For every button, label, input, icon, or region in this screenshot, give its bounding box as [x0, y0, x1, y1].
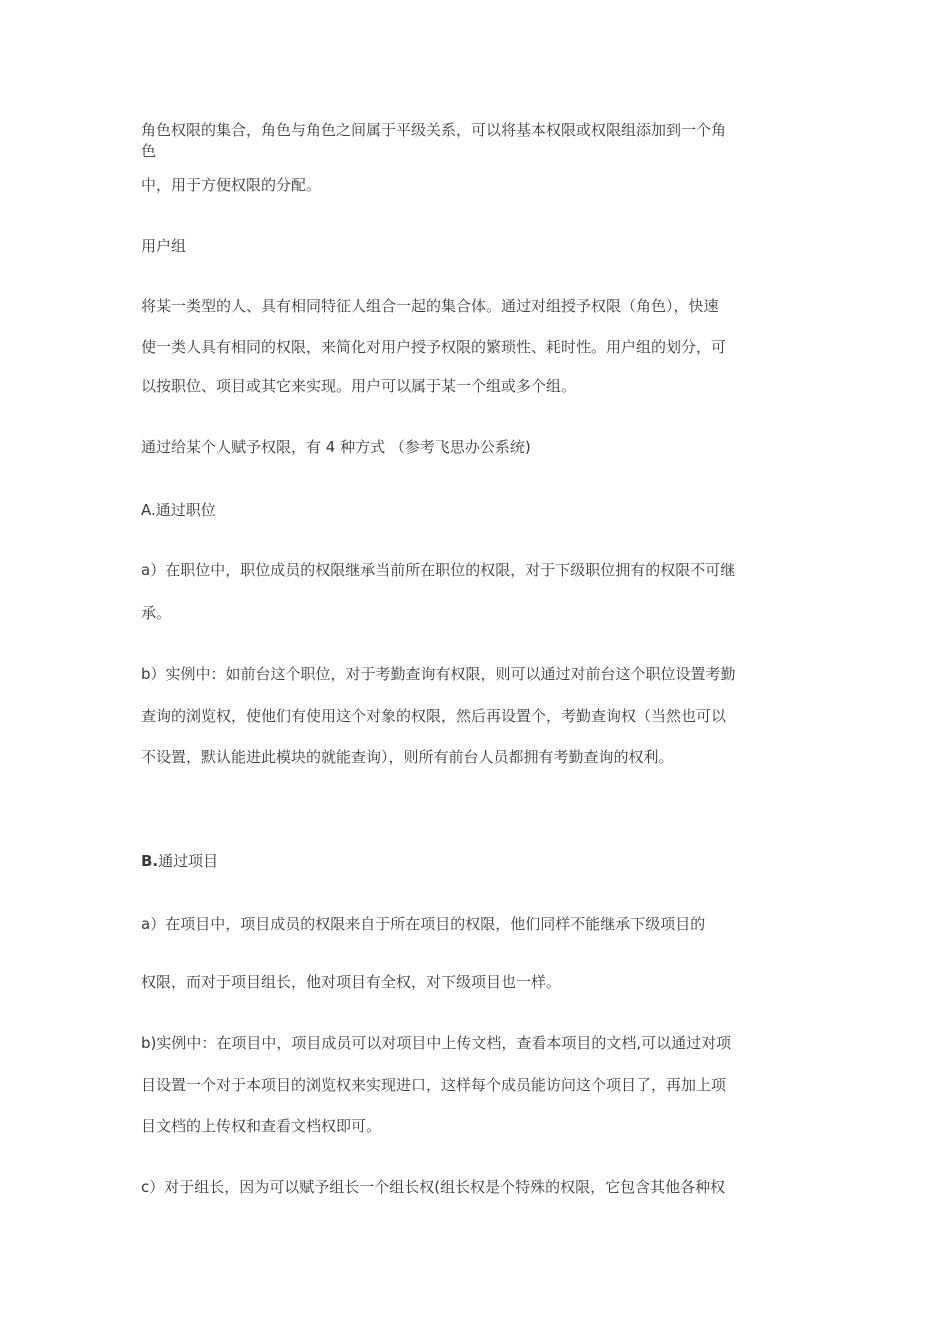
- section-b-prefix: B.: [141, 852, 159, 870]
- section-a-heading: A.通过职位: [141, 501, 216, 519]
- section-b-b-line-2: 目设置一个对于本项目的浏览权来实现进口，这样每个成员能访问这个项目了，再加上项: [141, 1076, 727, 1094]
- section-b-b-line-1: b)实例中：在项目中，项目成员可以对项目中上传文档，查看本项目的文档,可以通过对项: [141, 1034, 732, 1052]
- intro-line-1: 角色权限的集合，角色与角色之间属于平级关系，可以将基本权限或权限组添加到一个角: [141, 121, 727, 139]
- user-group-line-3: 以按职位、项目或其它来实现。用户可以属于某一个组或多个组。: [141, 377, 577, 395]
- user-group-line-1: 将某一类型的人、具有相同特征人组合一起的集合体。通过对组授予权限（角色），快速: [141, 297, 719, 315]
- section-a-a-line-1: a）在职位中，职位成员的权限继承当前所在职位的权限，对于下级职位拥有的权限不可继: [141, 561, 736, 579]
- section-b-heading: 通过项目: [158, 852, 219, 870]
- section-b-a-line-1: a）在项目中，项目成员的权限来自于所在项目的权限，他们同样不能继承下级项目的: [141, 915, 706, 933]
- section-b-heading-line: [141, 851, 218, 871]
- intro-line-3: 中，用于方便权限的分配。: [141, 176, 322, 194]
- user-group-line-2: 使一类人具有相同的权限，来简化对用户授予权限的繁琐性、耗时性。用户组的划分，可: [141, 338, 727, 356]
- user-group-heading: 用户组: [141, 237, 187, 255]
- section-b-c-line-1: c）对于组长，因为可以赋予组长一个组长权(组长权是个特殊的权限，它包含其他各种权: [141, 1178, 726, 1196]
- section-b-a-line-2: 权限，而对于项目组长，他对项目有全权，对下级项目也一样。: [141, 973, 562, 991]
- section-a-b-line-1: b）实例中：如前台这个职位，对于考勤查询有权限，则可以通过对前台这个职位设置考勤: [141, 665, 736, 683]
- section-a-a-line-2: 承。: [141, 604, 172, 622]
- section-a-b-line-2: 查询的浏览权，使他们有使用这个对象的权限，然后再设置个，考勤查询权（当然也可以: [141, 707, 727, 725]
- section-b-b-line-3: 目文档的上传权和查看文档权即可。: [141, 1117, 382, 1135]
- intro-line-2: 色: [141, 142, 157, 160]
- section-a-b-line-3: 不设置，默认能进此模块的就能查询），则所有前台人员都拥有考勤查询的权利。: [141, 748, 674, 766]
- methods-intro: 通过给某个人赋予权限，有 4 种方式 （参考飞思办公系统): [141, 438, 531, 456]
